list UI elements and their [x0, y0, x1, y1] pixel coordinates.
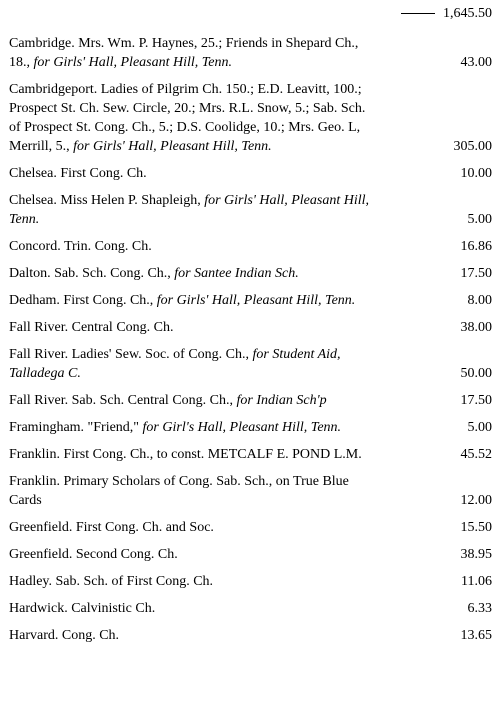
donation-amount: 8.00 [467, 293, 492, 308]
donation-amount: 305.00 [453, 139, 492, 154]
donation-amount: 17.50 [460, 393, 492, 408]
designation: for Santee Indian Sch. [174, 266, 299, 281]
designation: for Student Aid, Talladega C. [9, 347, 341, 381]
donation-entry [9, 599, 492, 618]
donation-amount: 13.65 [460, 628, 492, 643]
donation-text [9, 445, 374, 464]
donor: Franklin. First Cong. Ch., to const. METCALF E. POND L.M. [9, 447, 362, 462]
donation-text [9, 191, 374, 229]
donor: Fall River. Central Cong. Ch. [9, 320, 174, 335]
donor: Dalton. Sab. Sch. Cong. Ch., [9, 266, 171, 281]
donor: Cambridge. Mrs. Wm. P. Haynes, 25.; Friends in Shepard Ch., 18., [9, 36, 359, 70]
donation-entry [9, 318, 492, 337]
donor: Hardwick. Calvinistic Ch. [9, 601, 156, 616]
donation-entry [9, 391, 492, 410]
donation-text [9, 80, 374, 156]
donation-entry [9, 445, 492, 464]
donation-entry [9, 164, 492, 183]
donation-text [9, 391, 374, 410]
donor: Fall River. Ladies' Sew. Soc. of Cong. Ch., [9, 347, 249, 362]
donation-entry [9, 545, 492, 564]
designation: for Girls' Hall, Pleasant Hill, Tenn. [9, 193, 369, 227]
donation-entry [9, 572, 492, 591]
donation-amount: 6.33 [467, 601, 492, 616]
donor: Chelsea. Miss Helen P. Shapleigh, [9, 193, 201, 208]
donation-text [9, 418, 374, 437]
donation-amount: 17.50 [460, 266, 492, 281]
donation-amount: 38.00 [460, 320, 492, 335]
donor: Fall River. Sab. Sch. Central Cong. Ch., [9, 393, 233, 408]
donor: Franklin. Primary Scholars of Cong. Sab. Sch., on True Blue Cards [9, 474, 349, 508]
donation-amount: 10.00 [460, 166, 492, 181]
donor: Dedham. First Cong. Ch., [9, 293, 154, 308]
designation: for Girls' Hall, Pleasant Hill, Tenn. [33, 55, 232, 70]
donation-entry [9, 264, 492, 283]
donation-entry [9, 191, 492, 229]
donation-amount: 43.00 [460, 55, 492, 70]
donation-entry [9, 626, 492, 645]
donation-text [9, 626, 374, 645]
donor: Harvard. Cong. Ch. [9, 628, 120, 643]
carried-forward-subtotal [401, 4, 492, 23]
donation-amount: 38.95 [460, 547, 492, 562]
donation-text [9, 599, 374, 618]
donation-entry [9, 472, 492, 510]
donation-text [9, 572, 374, 591]
donor: Greenfield. Second Cong. Ch. [9, 547, 178, 562]
donation-text [9, 291, 374, 310]
donation-entry [9, 345, 492, 383]
donation-text [9, 164, 374, 183]
donation-entry [9, 237, 492, 256]
donation-amount: 16.86 [460, 239, 492, 254]
donor: Chelsea. First Cong. Ch. [9, 166, 147, 181]
donation-text [9, 34, 374, 72]
donation-text [9, 472, 374, 510]
subtotal-amount: 1,645.50 [443, 6, 492, 21]
donation-text [9, 545, 374, 564]
donation-amount: 15.50 [460, 520, 492, 535]
donation-amount: 5.00 [467, 212, 492, 227]
donor: Hadley. Sab. Sch. of First Cong. Ch. [9, 574, 214, 589]
donor: Concord. Trin. Cong. Ch. [9, 239, 152, 254]
donation-text [9, 264, 374, 283]
donation-text [9, 345, 374, 383]
subtotal-rule [401, 13, 435, 14]
donation-amount: 11.06 [461, 574, 492, 589]
designation: for Indian Sch'p [236, 393, 327, 408]
donation-text [9, 237, 374, 256]
designation: for Girl's Hall, Pleasant Hill, Tenn. [142, 420, 342, 435]
donation-text [9, 518, 374, 537]
donor: Cambridgeport. Ladies of Pilgrim Ch. 150.; E.D. Leavitt, 100.; Prospect St. Ch. Sew. Circle, 20.; Mrs. R.L. Snow, 5.; Sab. Sch. of Prospect St. Cong. Ch., 5.; D.S. Coolidge, 10.; Mrs. Geo. L, Merrill, 5., [9, 82, 366, 154]
donor: Greenfield. First Cong. Ch. and Soc. [9, 520, 214, 535]
donation-amount: 50.00 [460, 366, 492, 381]
donation-entry [9, 418, 492, 437]
donation-list [9, 34, 492, 653]
designation: for Girls' Hall, Pleasant Hill, Tenn. [156, 293, 356, 308]
donation-entry [9, 291, 492, 310]
designation: for Girls' Hall, Pleasant Hill, Tenn. [73, 139, 272, 154]
donation-amount: 5.00 [467, 420, 492, 435]
donation-entry [9, 80, 492, 156]
donation-amount: 12.00 [460, 493, 492, 508]
donation-amount: 45.52 [460, 447, 492, 462]
donation-text [9, 318, 374, 337]
donation-entry [9, 518, 492, 537]
donation-entry [9, 34, 492, 72]
donor: Framingham. "Friend," [9, 420, 140, 435]
